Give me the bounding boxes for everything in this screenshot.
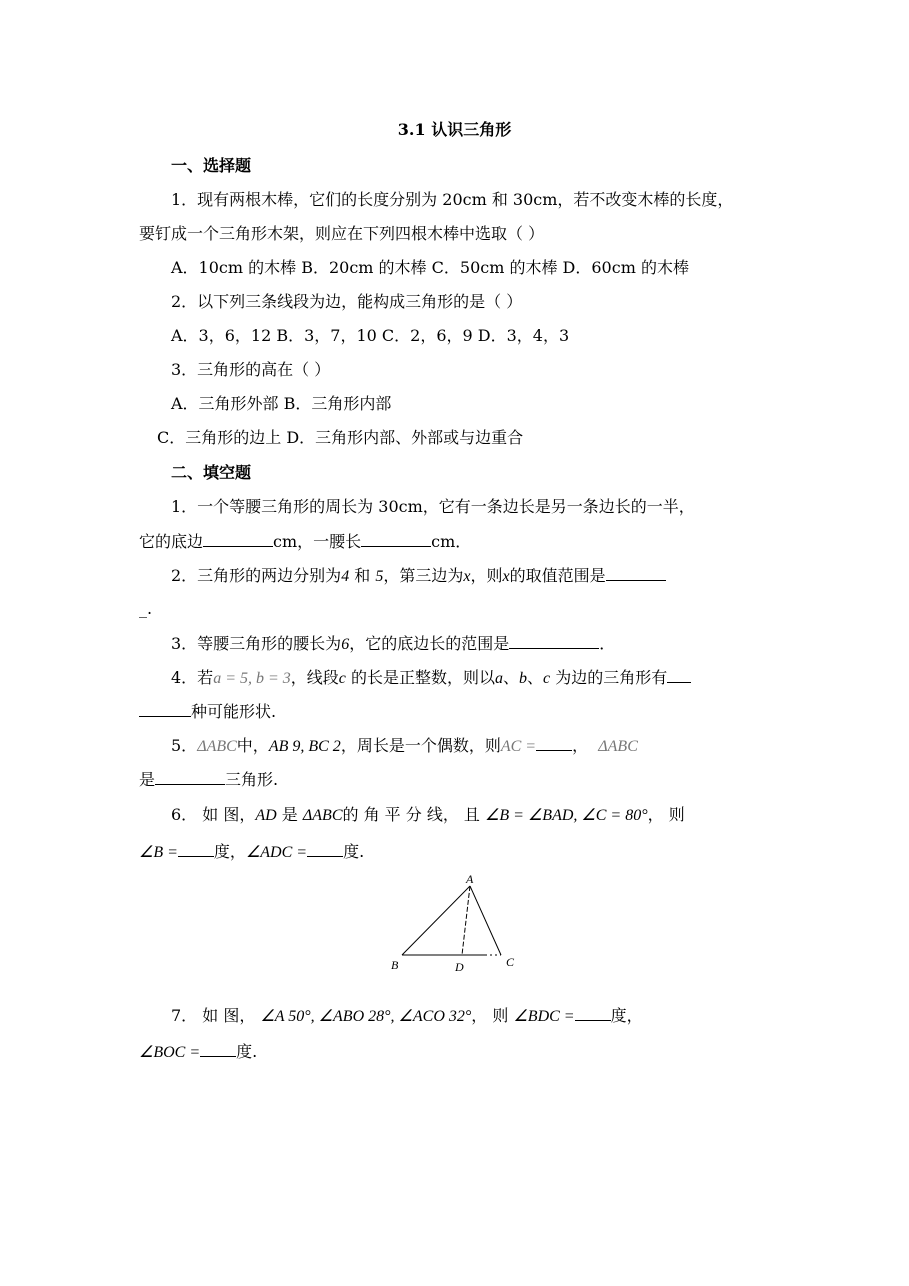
label-a: A	[466, 872, 474, 886]
f2-stem-line2: _.	[139, 599, 153, 618]
f6-text: 是	[281, 805, 298, 824]
f2-stem-line1	[171, 564, 666, 588]
f2-math-x: x	[463, 568, 471, 585]
f4-text: 为边的三角形有	[555, 668, 668, 687]
f4-text: 种可能形状.	[191, 702, 277, 721]
f5-text: 中，	[236, 736, 269, 755]
f7-text: 度.	[236, 1042, 258, 1061]
f2-text: 的取值范围是	[509, 566, 606, 585]
f1-text-a: 它的底边	[139, 532, 204, 551]
f7-math: ∠BDC =	[513, 1008, 575, 1025]
q1-stem-line2: 要钉成一个三角形木架，则应在下列四根木棒中选取（ ）	[139, 224, 545, 243]
f7-stem-line2	[139, 1040, 257, 1064]
f6-math: ∠B =	[139, 844, 178, 861]
f2-text: 和	[354, 566, 371, 585]
f3-text: ．	[599, 634, 616, 653]
f4-text: 4．若	[171, 668, 214, 687]
f1-stem-line1: 1．一个等腰三角形的周长为 30cm，它有一条边长是另一条边长的一半，	[171, 497, 695, 516]
label-d: D	[455, 960, 464, 974]
f2-text: 2．三角形的两边分别为	[171, 566, 342, 585]
answer-blank[interactable]	[575, 1004, 611, 1021]
q3-options-cd: C．三角形的边上 D．三角形内部、外部或与边重合	[157, 428, 524, 447]
answer-blank[interactable]	[509, 632, 599, 649]
section-heading-fill: 二、填空题	[171, 463, 252, 482]
f5-stem-line2	[139, 768, 278, 791]
f6-text: 度，	[213, 842, 246, 861]
f4-math: a	[495, 670, 504, 687]
side-ac	[470, 886, 501, 955]
triangle-figure	[385, 868, 525, 976]
f2-math-x: x	[502, 568, 510, 585]
f4-text: 、	[503, 668, 520, 687]
f4-text: ，线段	[290, 668, 339, 687]
answer-blank[interactable]	[606, 564, 666, 581]
answer-blank[interactable]	[667, 666, 691, 683]
f6-stem-line2	[139, 840, 364, 864]
f2-math: 5	[375, 568, 384, 585]
f7-math: ∠BOC =	[139, 1044, 201, 1061]
q2-options: A．3，6，12 B．3，7，10 C．2，6，9 D．3，4，3	[171, 326, 570, 345]
f5-text: 是	[139, 770, 156, 789]
f3-text: ，它的底边长的范围是	[349, 634, 510, 653]
f4-math: b	[519, 670, 528, 687]
f4-text: 的长是正整数，则以	[351, 668, 496, 687]
answer-blank[interactable]	[307, 840, 343, 857]
bisector-ad	[462, 886, 470, 955]
f6-text: 的 角 平 分 线， 且	[342, 805, 480, 824]
answer-blank[interactable]	[139, 700, 191, 717]
answer-blank[interactable]	[536, 734, 572, 751]
f2-math: 4	[341, 568, 350, 585]
f5-math: ΔABC	[197, 738, 237, 755]
f1-text-b: cm，一腰长	[273, 532, 362, 551]
f4-math: c	[338, 670, 346, 687]
answer-blank[interactable]	[361, 530, 431, 547]
f3-math: 6	[341, 636, 350, 653]
f6-text: 度.	[343, 842, 365, 861]
answer-blank[interactable]	[178, 840, 214, 857]
f7-stem-line1	[171, 1004, 643, 1028]
label-b: B	[391, 958, 399, 972]
f4-text: 、	[527, 668, 544, 687]
f7-math: ∠A 50°, ∠ABO 28°, ∠ACO 32°	[260, 1008, 472, 1025]
f1-text-c: cm．	[431, 532, 472, 551]
f4-math: c	[543, 670, 551, 687]
f6-math: ΔABC	[302, 807, 343, 824]
f6-math: AD	[255, 807, 277, 824]
f3-stem	[171, 632, 615, 656]
f5-text: ，周长是一个偶数，则	[340, 736, 501, 755]
f5-math: AB 9, BC 2	[268, 738, 341, 755]
f6-math: ∠B = ∠BAD, ∠C = 80°	[485, 807, 648, 824]
q3-options-ab: A．三角形外部 B．三角形内部	[171, 394, 392, 413]
q3-stem: 3．三角形的高在（ ）	[171, 360, 331, 379]
f1-stem-line2	[139, 530, 471, 553]
f4-stem-line2	[139, 700, 276, 723]
section-heading-choice: 一、选择题	[171, 156, 252, 175]
label-c: C	[506, 955, 515, 969]
answer-blank[interactable]	[200, 1040, 236, 1057]
f4-stem-line1	[171, 666, 691, 690]
f5-text: ，	[572, 736, 589, 755]
answer-blank[interactable]	[155, 768, 225, 785]
f6-text: ， 则	[647, 805, 685, 824]
f7-text: ， 则	[471, 1006, 509, 1025]
f5-text: 三角形.	[225, 770, 279, 789]
q2-stem: 2．以下列三条线段为边，能构成三角形的是（ ）	[171, 292, 523, 311]
answer-blank[interactable]	[203, 530, 273, 547]
q1-stem-line1: 1．现有两根木棒，它们的长度分别为 20cm 和 30cm，若不改变木棒的长度，	[171, 190, 734, 209]
f5-stem-line1	[171, 734, 638, 758]
side-ab	[402, 886, 470, 955]
f5-math: ΔABC	[598, 738, 638, 755]
f7-text: 7． 如 图，	[171, 1006, 256, 1025]
f2-text: ，第三边为	[383, 566, 464, 585]
f2-text: ，则	[470, 566, 503, 585]
f6-math: ∠ADC =	[245, 844, 308, 861]
page-title: 3.1 认识三角形	[397, 120, 512, 139]
f6-text: 6． 如 图，	[171, 805, 256, 824]
f6-stem-line1	[171, 804, 685, 827]
f4-condition: a = 5, b = 3	[213, 670, 291, 687]
f7-text: 度，	[610, 1006, 643, 1025]
f5-text: 5．	[171, 736, 198, 755]
f3-text: 3．等腰三角形的腰长为	[171, 634, 342, 653]
f5-math: AC =	[500, 738, 537, 755]
q1-options: A．10cm 的木棒 B．20cm 的木棒 C．50cm 的木棒 D．60cm 的木棒	[171, 258, 689, 277]
